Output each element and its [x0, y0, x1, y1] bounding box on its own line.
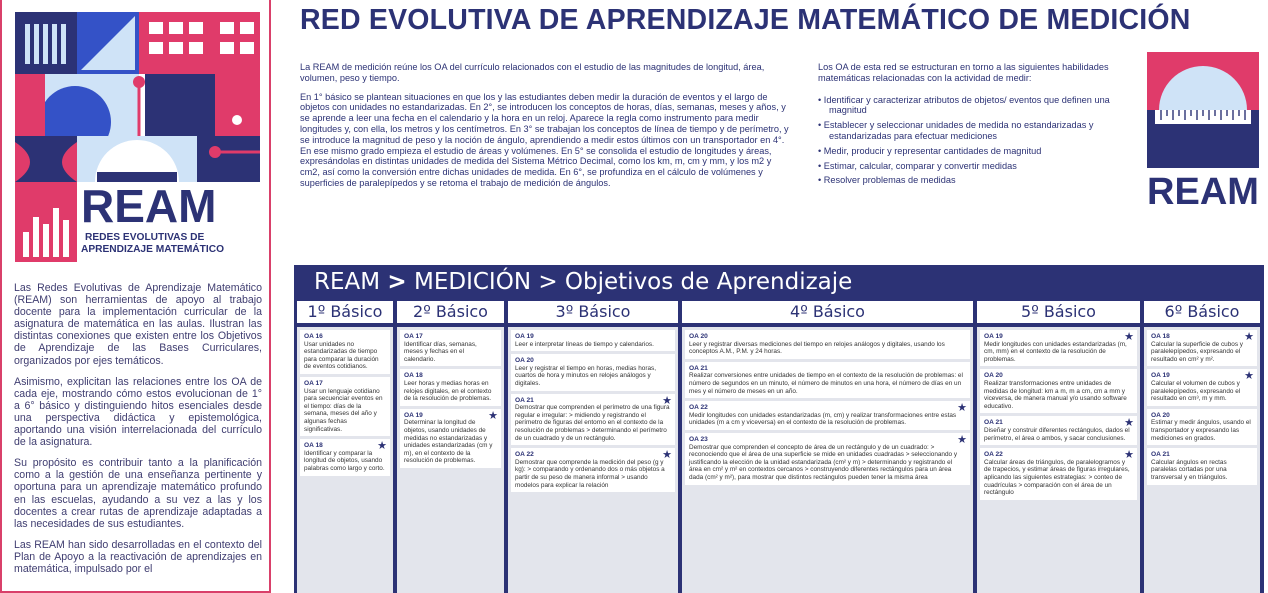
objective-text: Identificar días, semanas, meses y fechas en el calendario. [404, 340, 477, 363]
objective-card [511, 448, 675, 492]
objective-code: OA 18 [1151, 333, 1170, 340]
objective-code: OA 18 [304, 442, 323, 450]
objective-code: OA 19 [984, 333, 1003, 340]
star-icon: ★ [1124, 331, 1134, 343]
logo-word: REAM [81, 180, 217, 232]
objective-code: OA 22 [515, 451, 534, 459]
skills-list [818, 95, 1136, 187]
table-title [314, 269, 852, 295]
objectives-table [294, 265, 1264, 593]
objective-code: OA 22 [984, 451, 1003, 459]
objective-text: Calcular áreas de triángulos, de paralelogramos y de trapecios, y estimar áreas de figuras irregulares, aplicando las siguientes estrategias: > conteo de cuadrículas > comparación con el área de un rectángulo [984, 458, 1130, 497]
left-paragraph-4: Las REAM han sido desarrolladas en el contexto del Plan de Apoyo a la reactivación de aprendizajes en matemática, impulsado por el [14, 538, 262, 575]
ream-small-logo [1147, 52, 1259, 212]
column-grade-3 [508, 327, 678, 593]
small-logo-word: REAM [1147, 171, 1259, 212]
objective-card [300, 377, 390, 436]
objective-card [685, 401, 970, 430]
objective-code: OA 19 [1151, 372, 1170, 380]
grade-header-6: 6º Básico [1144, 301, 1260, 323]
objective-code: OA 18 [404, 372, 423, 380]
intro-text [300, 62, 793, 197]
objective-code: OA 17 [404, 333, 423, 340]
grade-header-1: 1º Básico [297, 301, 393, 323]
objective-code: OA 20 [689, 333, 708, 340]
column-grade-2 [397, 327, 504, 593]
objective-card [685, 362, 970, 398]
star-icon: ★ [1244, 370, 1254, 383]
logo-subtitle-1: REDES EVOLUTIVAS DE [85, 232, 205, 243]
objective-text: Medir longitudes con unidades estandarizadas (m, cm) y realizar transformaciones entre estas unidades (m a cm y viceversa) en el contexto de la resolución de problemas. [689, 411, 957, 427]
objective-card [980, 330, 1137, 366]
star-icon: ★ [957, 402, 967, 415]
objective-text: Diseñar y construir diferentes rectángulos, dados el perímetro, el área o ambos, y sacar conclusiones. [984, 426, 1130, 442]
objective-card [1147, 369, 1257, 405]
objective-card [980, 416, 1137, 445]
table-title-part2: MEDICIÓN > Objetivos de Aprendizaje [414, 269, 853, 295]
objective-text: Usar un lenguaje cotidiano para secuenciar eventos en el tiempo: días de la semana, meses del año y algunas fechas significativas. [304, 387, 383, 433]
objective-text: Demostrar que comprenden el concepto de área de un rectángulo y de un cuadrado: > reconociendo que el área de una superficie se mide en unidades cuadradas > seleccionando y justificando la elección de la unidad estandarizada (cm² y m) > determinando y registrando el área en cm² y m² en contextos cercanos > construyendo diferentes rectángulos para un área dada (cm² y m²), para mostrar que distintos rectángulos pueden tener la misma área [689, 443, 958, 481]
left-panel [0, 0, 271, 593]
objective-text: Identificar y comparar la longitud de objetos, usando palabras como largo y corto. [304, 449, 385, 472]
column-grade-4 [682, 327, 973, 593]
skill-item: • Estimar, calcular, comparar y convertir medidas [818, 161, 1136, 172]
left-description [14, 282, 262, 584]
grade-header-5: 5º Básico [977, 301, 1140, 323]
column-grade-6 [1144, 327, 1260, 593]
objective-code: OA 20 [1151, 411, 1170, 419]
objective-code: OA 16 [304, 333, 323, 340]
star-icon: ★ [377, 440, 387, 453]
objective-card [300, 330, 390, 374]
star-icon: ★ [1124, 417, 1134, 430]
objective-card [511, 394, 675, 446]
star-icon: ★ [662, 449, 672, 462]
logo-subtitle-2: APRENDIZAJE MATEMÁTICO [81, 244, 225, 255]
objective-code: OA 23 [689, 435, 708, 443]
objective-card [980, 448, 1137, 500]
skill-item: • Identificar y caracterizar atributos de objetos/ eventos que definen una magnitud [818, 95, 1136, 117]
objective-text: Demostrar que comprenden el perímetro de una figura regular e irregular: > midiendo y registrando el perímetro de figuras del entorno en el contexto de la resolución de problemas > determinando el perímetro de un cuadrado y de un rectángulo. [515, 404, 670, 442]
star-icon: ★ [1244, 331, 1254, 343]
grade-header-2: 2º Básico [397, 301, 504, 323]
star-icon: ★ [957, 433, 967, 446]
left-paragraph-3: Su propósito es contribuir tanto a la planificación como a la gestión de una enseñanza pertinente y oportuna para un aprendizaje matemático profundo en las escuelas, ayudando a su vez a las y los docentes a crear rutas de aprendizaje adaptadas a las necesidades de sus estudiantes. [14, 457, 262, 530]
skill-item: • Establecer y seleccionar unidades de medida no estandarizadas y estandarizadas para efectuar mediciones [818, 120, 1136, 142]
objective-code: OA 21 [984, 419, 1003, 427]
objective-text: Determinar la longitud de objetos, usando unidades de medidas no estandarizadas y unidades estandarizadas (cm y m), en el contexto de la resolución de problemas. [404, 419, 493, 465]
objective-code: OA 19 [515, 333, 534, 340]
objective-card [400, 330, 501, 366]
objective-card [400, 369, 501, 405]
intro-paragraph-1: La REAM de medición reúne los OA del currículo relacionados con el estudio de las magnitudes de longitud, área, volumen, peso y tiempo. [300, 62, 765, 83]
left-paragraph-1: Las Redes Evolutivas de Aprendizaje Matemático (REAM) son herramientas de apoyo al trabajo docente para la implementación curricular de la asignatura de matemática en las aulas. Ilustran las distintas conexiones que existen entre los Objetivos de Aprendizaje de las Bases Curriculares, organizados por ejes temáticos. [14, 282, 262, 367]
objective-text: Leer e interpretar líneas de tiempo y calendarios. [515, 340, 654, 348]
grade-header-3: 3º Básico [508, 301, 678, 323]
skill-item: • Resolver problemas de medidas [818, 175, 1136, 186]
objective-card [1147, 409, 1257, 445]
page-title: RED EVOLUTIVA DE APRENDIZAJE MATEMÁTICO DE MEDICIÓN [300, 4, 1191, 36]
objective-text: Leer y registrar el tiempo en horas, medias horas, cuartos de hora y minutos en relojes análogos y digitales. [515, 364, 657, 387]
objective-text: Leer y registrar diversas mediciones del tiempo en relojes análogos y digitales, usando los conceptos A.M., P.M. y 24 horas. [689, 340, 945, 356]
objective-card [685, 330, 970, 359]
column-grade-5 [977, 327, 1140, 593]
objective-text: Medir longitudes con unidades estandarizadas (m, cm, mm) en el contexto de la resolución de problemas. [984, 340, 1127, 363]
objective-code: OA 17 [304, 379, 323, 387]
ream-logo [15, 12, 260, 262]
objective-card [1147, 330, 1257, 366]
objective-text: Calcular el volumen de cubos y paralelepípedos, expresando el resultado en cm³, m y mm. [1151, 379, 1241, 403]
skills-intro: Los OA de esta red se estructuran en torno a las siguientes habilidades matemáticas relacionadas con la actividad de medir: [818, 62, 1109, 83]
objective-text: Leer horas y medias horas en relojes digitales, en el contexto de la resolución de problemas. [404, 379, 492, 403]
objective-text: Usar unidades no estandarizadas de tiempo para comparar la duración de eventos cotidianos. [304, 340, 379, 371]
objective-card [980, 369, 1137, 413]
skills-text [818, 62, 1136, 190]
objective-code: OA 21 [1151, 451, 1170, 459]
objective-code: OA 20 [984, 372, 1003, 380]
objective-text: Calcular ángulos en rectas paralelas cortadas por una transversal y en triángulos. [1151, 458, 1228, 481]
grade-header-4: 4º Básico [682, 301, 973, 323]
objective-code: OA 21 [515, 396, 534, 404]
skill-item: • Medir, producir y representar cantidades de magnitud [818, 146, 1136, 157]
objective-card [300, 439, 390, 475]
objective-text: Demostrar que comprende la medición del peso (g y kg): > comparando y ordenando dos o más objetos a partir de su peso de manera informal > usando modelos para explicar la relación [515, 458, 665, 489]
objective-card [1147, 448, 1257, 484]
objective-code: OA 22 [689, 404, 708, 412]
intro-paragraph-2: En 1° básico se plantean situaciones en que los y las estudiantes deben medir la duración de eventos y el largo de objetos con unidades no estandarizadas. En 2°, se introducen los conceptos de horas, días, semanas, meses y años, y se aprende a leer una fecha en el calendario y la hora en un reloj. Aparece la regla como instrumento para medir longitudes y, con ella, los metros y los centímetros. En 3° se trabajan los conceptos de línea de tiempo y de perímetro, y se introduce la magnitud de peso y la noción de ángulo, aprendiendo a medir estos últimos con un transportador en 4°. En ese mismo grado empieza el estudio de áreas y volúmenes. En 5° se consolida el estudio de longitudes y áreas, expresándolas en distintas unidades de medida del Sistema Métrico Decimal, como los km, m, cm y mm, y los m2 y cm2, así como la conversión entre dichas unidades de medida. En 6°, se profundiza en el cálculo de volúmenes y superficies de paralepípedos y se retoma el trabajo de medición de ángulos. [300, 91, 789, 188]
objective-text: Realizar conversiones entre unidades de tiempo en el contexto de la resolución de problemas: el número de segundos en un minuto, el número de minutos en una hora, el número de días en un mes y el número de meses en un año. [689, 372, 963, 395]
left-paragraph-2: Asimismo, explicitan las relaciones entre los OA de cada eje, mostrando cómo estos evolucionan de 1° a 6° básico y distinguiendo hitos esenciales desde una perspectiva didáctica y epistemológica, aportando una visión interrelacionada del currículo de la asignatura. [14, 375, 262, 449]
column-grade-1 [297, 327, 393, 593]
objective-card [511, 354, 675, 390]
objective-text: Calcular la superficie de cubos y paralelepípedos, expresando el resultado en cm² y m². [1151, 340, 1243, 363]
star-icon: ★ [488, 409, 498, 422]
objective-text: Realizar transformaciones entre unidades de medidas de longitud: km a m, m a cm, cm a mm y viceversa, de manera manual y/o usando software educativo. [984, 379, 1127, 410]
table-title-separator: > [387, 269, 407, 295]
objective-code: OA 19 [404, 411, 423, 419]
objective-card [400, 409, 501, 468]
objective-code: OA 21 [689, 364, 708, 372]
objective-code: OA 20 [515, 357, 534, 365]
table-title-part1: REAM [314, 269, 381, 295]
objective-card [511, 330, 675, 351]
objective-card [685, 433, 970, 485]
star-icon: ★ [1124, 449, 1134, 462]
objective-text: Estimar y medir ángulos, usando el transportador y expresando las mediciones en grados. [1151, 419, 1251, 442]
star-icon: ★ [662, 394, 672, 407]
